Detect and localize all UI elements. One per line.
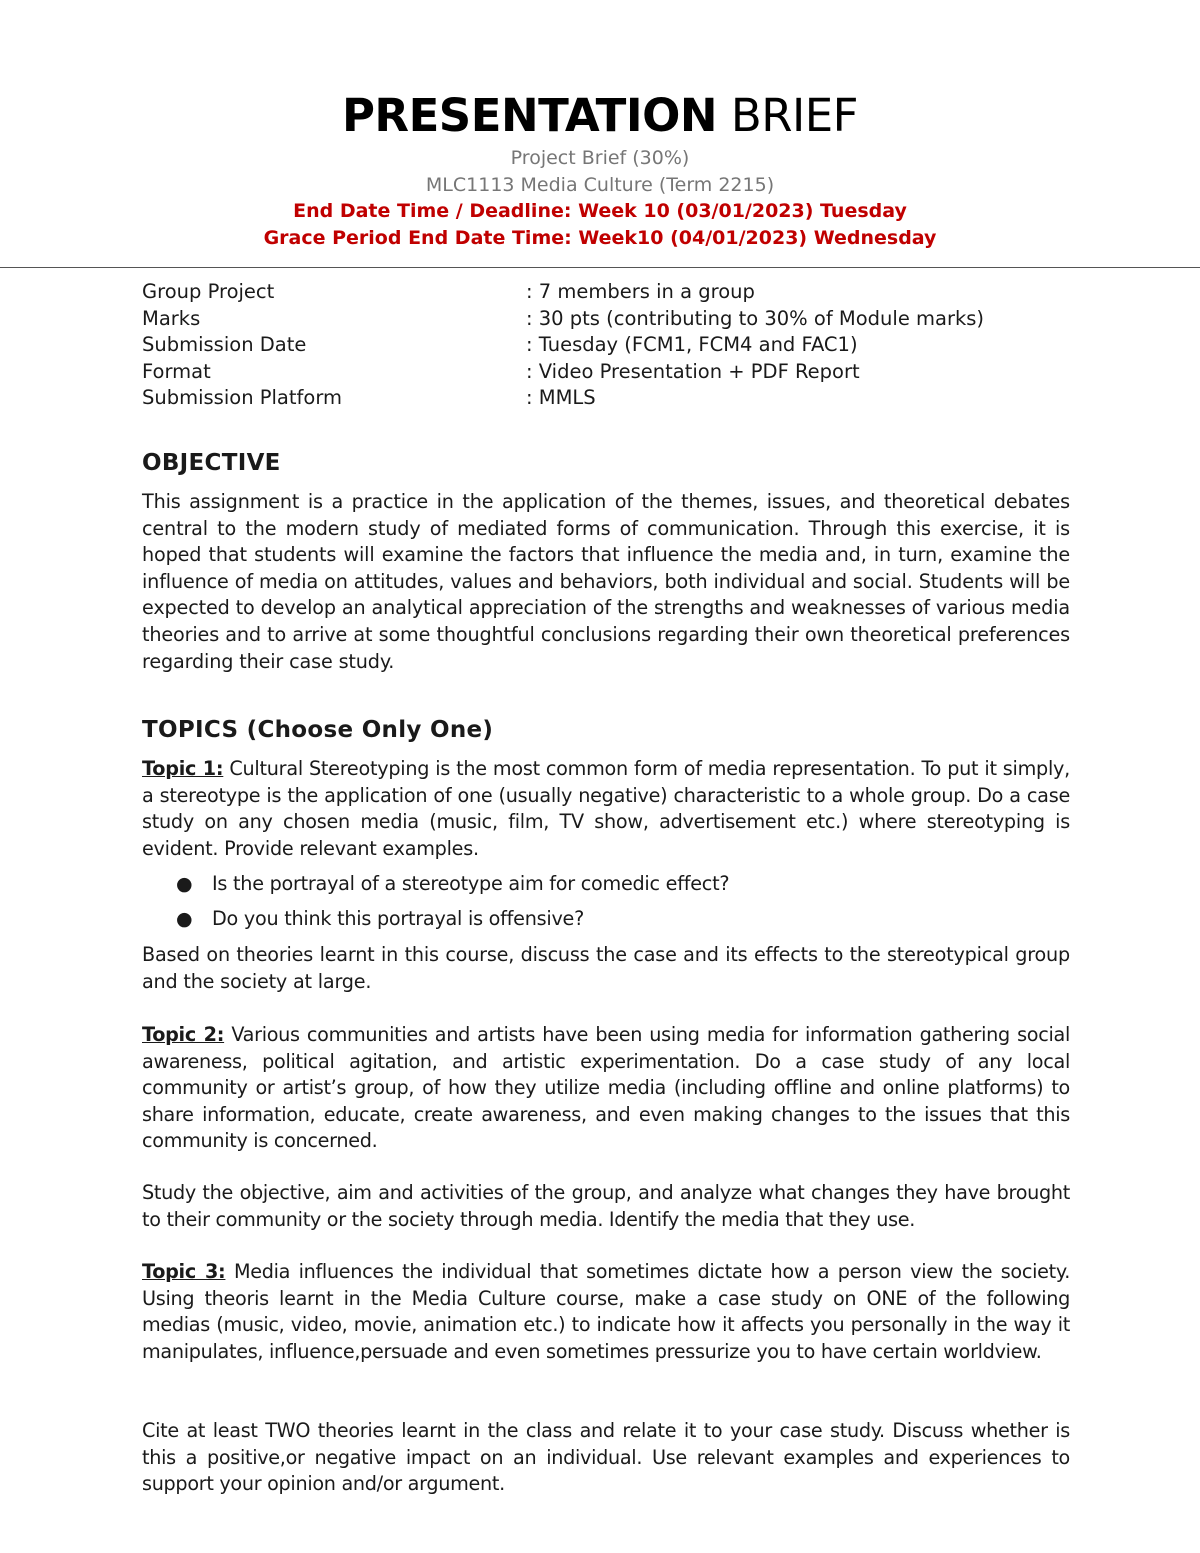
detail-row (142, 385, 1082, 412)
topic-3-followup: Cite at least TWO theories learnt in the class and relate it to your case study. Discuss whether is this a positive,or negative impact on an individual. Use relevant examples and experiences to support your opinion and/or argument. (142, 1419, 1070, 1496)
header-divider (0, 267, 1200, 268)
topic-2-label: Topic 2: (142, 1023, 225, 1046)
detail-value: : MMLS (526, 386, 596, 410)
detail-label: Submission Date (142, 333, 307, 357)
detail-label: Marks (142, 306, 201, 330)
topic-2-body: Various communities and artists have been using media for information gathering social awareness, political agitation, and artistic experimentation. Do a case study of any local community or artist’s group, of how they utilize media (including offline and online platforms) to share information, educate, create awareness, and even making changes to the issues that this community is concerned. (142, 1023, 1070, 1153)
detail-value: : 30 pts (contributing to 30% of Module marks) (526, 306, 985, 330)
project-brief-subtitle: Project Brief (30%) (510, 147, 690, 169)
topic-1-followup: Based on theories learnt in this course, discuss the case and its effects to the stereotypical group and the society at large. (142, 943, 1070, 993)
bullet-icon: ● (176, 873, 193, 895)
detail-row (142, 279, 1082, 306)
topic-3-label: Topic 3: (142, 1260, 226, 1283)
objective-heading: OBJECTIVE (142, 450, 281, 476)
deadline-line: End Date Time / Deadline: Week 10 (03/01/2023) Tuesday (293, 200, 907, 222)
topic-1-label: Topic 1: (142, 757, 224, 780)
detail-value: : Video Presentation + PDF Report (526, 359, 860, 383)
course-subtitle: MLC1113 Media Culture (Term 2215) (425, 174, 775, 196)
bullet-text: Is the portrayal of a stereotype aim for comedic effect? (212, 872, 730, 895)
detail-row (142, 332, 1082, 359)
detail-row (142, 359, 1082, 386)
detail-label: Submission Platform (142, 386, 342, 410)
objective-body: This assignment is a practice in the application of the themes, issues, and theoretical debates central to the modern study of mediated forms of communication. Through this exercise, it is hoped that students will examine the factors that influence the media and, in turn, examine the influence of media on attitudes, values and behaviors, both individual and social. Students will be expected to develop an analytical appreciation of the strengths and weaknesses of various media theories and to arrive at some thoughtful conclusions regarding their own theoretical preferences regarding their case study. (142, 490, 1070, 673)
topic-3-body: Media influences the individual that sometimes dictate how a person view the society. Using theoris learnt in the Media Culture course, make a case study on ONE of the following medias (music, video, movie, animation etc.) to indicate how it affects you personally in the way it manipulates, influence,persuade and even sometimes pressurize you to have certain worldview. (142, 1260, 1070, 1363)
topic-2-paragraph (142, 1022, 1070, 1155)
detail-label: Format (142, 359, 211, 383)
bullet-icon: ● (176, 908, 193, 930)
list-item (142, 871, 1070, 906)
detail-label: Group Project (142, 280, 275, 303)
detail-value: : 7 members in a group (526, 280, 755, 303)
topic-2-followup: Study the objective, aim and activities of the group, and analyze what changes they have brought to their community or the society through media. Identify the media that they use. (142, 1181, 1070, 1231)
title-bold-part: PRESENTATION (341, 89, 718, 142)
list-item (142, 906, 1070, 941)
bullet-text: Do you think this portrayal is offensive? (212, 907, 585, 930)
title-light-part: BRIEF (730, 89, 859, 142)
detail-row (142, 306, 1082, 333)
topic-1-body: Cultural Stereotyping is the most common form of media representation. To put it simply, a stereotype is the application of one (usually negative) characteristic to a whole group. Do a case study on any chosen media (music, film, TV show, advertisement etc.) where stereotyping is evident. Provide relevant examples. (142, 757, 1070, 860)
topics-heading: TOPICS (Choose Only One) (142, 717, 494, 743)
project-details (142, 279, 1082, 412)
detail-value: : Tuesday (FCM1, FCM4 and FAC1) (526, 333, 858, 357)
topic-3-paragraph (142, 1259, 1070, 1365)
grace-period-line: Grace Period End Date Time: Week10 (04/01/2023) Wednesday (263, 227, 937, 249)
topic-1-bullet-list (142, 871, 1070, 941)
topic-1-paragraph (142, 756, 1070, 862)
page-title (0, 88, 1200, 144)
